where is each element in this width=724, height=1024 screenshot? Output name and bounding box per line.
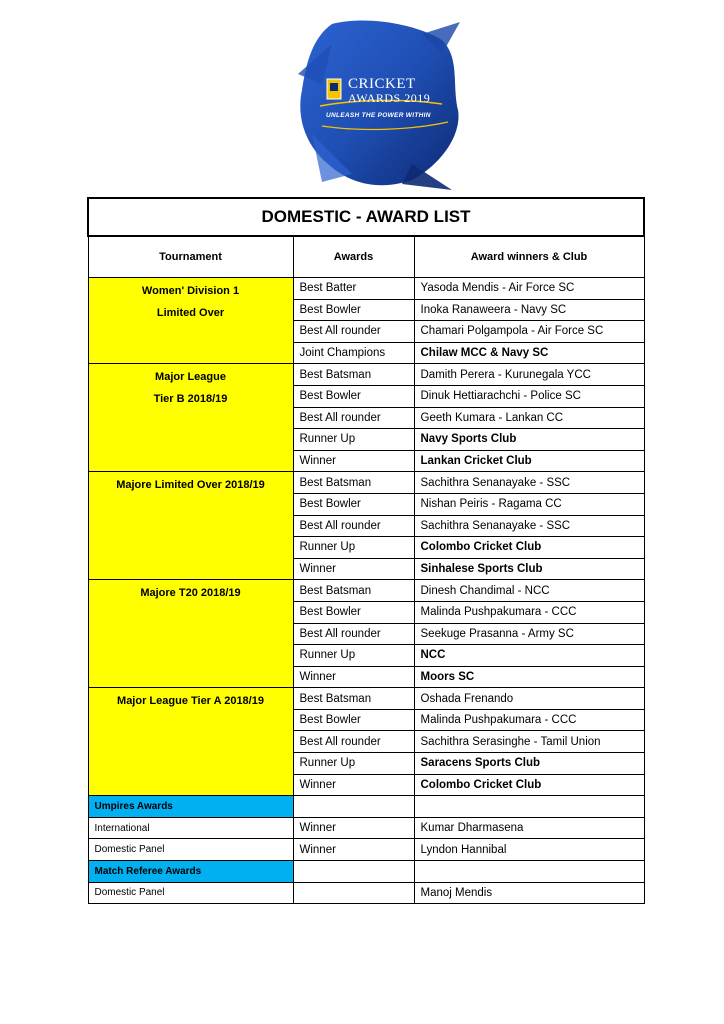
award-cell: Best All rounder: [293, 623, 414, 645]
award-cell: Runner Up: [293, 753, 414, 775]
award-cell: Winner: [293, 450, 414, 472]
award-cell: Best All rounder: [293, 321, 414, 343]
winner-cell: Sachithra Senanayake - SSC: [414, 472, 644, 494]
winner-cell: Nishan Peiris - Ragama CC: [414, 493, 644, 515]
tournament-name-line: Majore T20 2018/19: [140, 587, 241, 600]
table-row: [88, 839, 644, 861]
table-row: [88, 278, 644, 300]
winner-cell: Colombo Cricket Club: [414, 774, 644, 796]
winner-cell: Damith Perera - Kurunegala YCC: [414, 364, 644, 386]
logo-line2: AWARDS 2019: [348, 91, 431, 105]
tournament-name-line: Major League Tier A 2018/19: [117, 695, 264, 708]
award-cell: Best Bowler: [293, 709, 414, 731]
award-cell: Best Bowler: [293, 601, 414, 623]
award-table: [87, 197, 645, 904]
award-cell: Winner: [293, 774, 414, 796]
award-cell: Best All rounder: [293, 407, 414, 429]
table-row: [88, 580, 644, 602]
award-cell: Best Bowler: [293, 493, 414, 515]
logo-line1: CRICKET: [348, 76, 416, 92]
award-cell: Best Batsman: [293, 472, 414, 494]
winner-cell: Colombo Cricket Club: [414, 537, 644, 559]
award-cell: Best Batter: [293, 278, 414, 300]
umpires-heading-row: [88, 796, 644, 818]
empty-cell: [414, 796, 644, 818]
award-cell: Best Batsman: [293, 688, 414, 710]
award-cell: Runner Up: [293, 645, 414, 667]
winner-cell: Malinda Pushpakumara - CCC: [414, 709, 644, 731]
tournament-name-line: Limited Over: [156, 306, 225, 319]
winner-cell: Chamari Polgampola - Air Force SC: [414, 321, 644, 343]
winner-cell: Oshada Frenando: [414, 688, 644, 710]
winner-cell: Geeth Kumara - Lankan CC: [414, 407, 644, 429]
winner-cell: Inoka Ranaweera - Navy SC: [414, 299, 644, 321]
empty-cell: [293, 861, 414, 883]
table-row: [88, 364, 644, 386]
tournament-cell: [88, 278, 293, 364]
award-cell: Winner: [293, 839, 414, 861]
header-awards: Awards: [293, 236, 414, 278]
award-cell: Winner: [293, 666, 414, 688]
winner-cell: Lyndon Hannibal: [414, 839, 644, 861]
winner-cell: Chilaw MCC & Navy SC: [414, 342, 644, 364]
award-cell: Best All rounder: [293, 515, 414, 537]
tournament-name-line: Major League: [155, 371, 226, 384]
tournament-cell: [88, 472, 293, 580]
tournament-cell: [88, 364, 293, 472]
table-title: DOMESTIC - AWARD LIST: [88, 198, 644, 236]
winner-cell: Malinda Pushpakumara - CCC: [414, 601, 644, 623]
winner-cell: NCC: [414, 645, 644, 667]
cricket-awards-logo: [292, 14, 462, 192]
empty-cell: [293, 796, 414, 818]
tournament-name-line: Majore Limited Over 2018/19: [116, 479, 265, 492]
award-cell: Best All rounder: [293, 731, 414, 753]
empty-cell: [414, 861, 644, 883]
tournament-name-line: Women' Division 1: [141, 285, 240, 297]
referee-heading-row: [88, 861, 644, 883]
winner-cell: Navy Sports Club: [414, 429, 644, 451]
award-cell: Best Bowler: [293, 385, 414, 407]
winner-cell: Seekuge Prasanna - Army SC: [414, 623, 644, 645]
award-cell: Best Bowler: [293, 299, 414, 321]
referee-heading: Match Referee Awards: [88, 861, 293, 883]
tournament-name-line: Tier B 2018/19: [153, 392, 228, 405]
logo-tagline: UNLEASH THE POWER WITHIN: [326, 112, 431, 119]
sri-lanka-cricket-crest-icon: [326, 78, 342, 100]
award-cell: Winner: [293, 558, 414, 580]
winner-cell: Dinesh Chandimal - NCC: [414, 580, 644, 602]
category-cell: International: [88, 817, 293, 839]
table-row: [88, 882, 644, 904]
category-cell: Domestic Panel: [88, 839, 293, 861]
award-cell: [293, 882, 414, 904]
winner-cell: Lankan Cricket Club: [414, 450, 644, 472]
winner-cell: Moors SC: [414, 666, 644, 688]
table-row: [88, 817, 644, 839]
winner-cell: Sachithra Senanayake - SSC: [414, 515, 644, 537]
tournament-cell: [88, 580, 293, 688]
winner-cell: Sachithra Serasinghe - Tamil Union: [414, 731, 644, 753]
award-cell: Winner: [293, 817, 414, 839]
winner-cell: Saracens Sports Club: [414, 753, 644, 775]
award-cell: Best Batsman: [293, 364, 414, 386]
table-row: [88, 688, 644, 710]
header-row: [88, 236, 644, 278]
winner-cell: Manoj Mendis: [414, 882, 644, 904]
umpires-heading: Umpires Awards: [88, 796, 293, 818]
award-cell: Runner Up: [293, 429, 414, 451]
award-cell: Joint Champions: [293, 342, 414, 364]
header-winners: Award winners & Club: [414, 236, 644, 278]
winner-cell: Sinhalese Sports Club: [414, 558, 644, 580]
category-cell: Domestic Panel: [88, 882, 293, 904]
winner-cell: Kumar Dharmasena: [414, 817, 644, 839]
award-cell: Runner Up: [293, 537, 414, 559]
header-tournament: Tournament: [88, 236, 293, 278]
tournament-cell: [88, 688, 293, 796]
table-row: [88, 472, 644, 494]
title-row: [88, 198, 644, 236]
winner-cell: Dinuk Hettiarachchi - Police SC: [414, 385, 644, 407]
winner-cell: Yasoda Mendis - Air Force SC: [414, 278, 644, 300]
award-cell: Best Batsman: [293, 580, 414, 602]
